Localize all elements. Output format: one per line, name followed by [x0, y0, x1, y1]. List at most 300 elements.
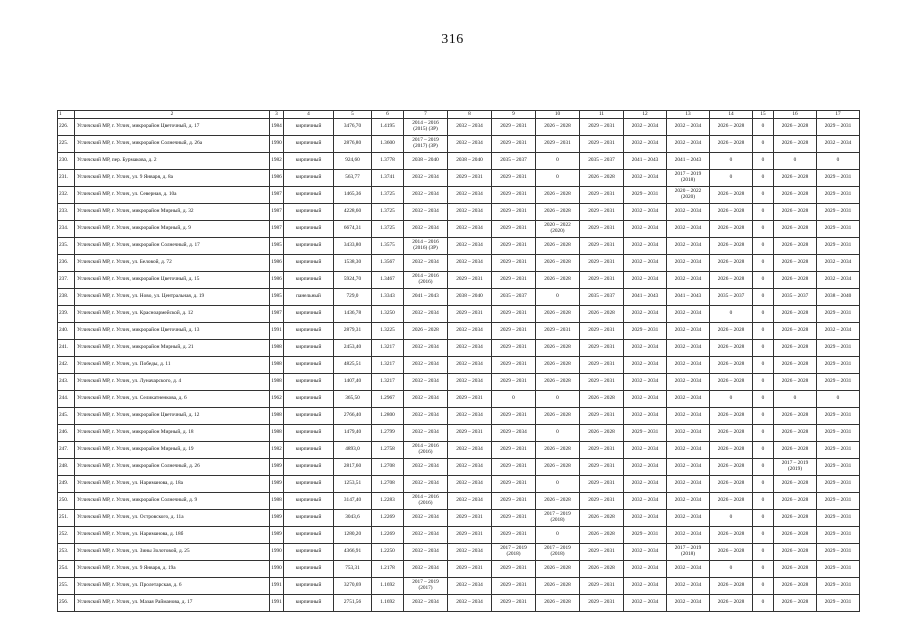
table-cell: 1982: [270, 153, 284, 170]
address-cell: Угличский МР, г. Углич, ул. Победы, д. 11: [75, 357, 270, 374]
address-cell: Угличский МР, г. Углич, микрорайон Мирный, д. 19: [75, 442, 270, 459]
table-cell: 0: [710, 391, 753, 408]
column-number: 1: [58, 111, 75, 119]
table-cell: 0: [753, 374, 774, 391]
column-number: 13: [667, 111, 710, 119]
table-cell: 2026 – 2028: [710, 119, 753, 136]
table-cell: 1991: [270, 323, 284, 340]
table-cell: кирпичный: [284, 238, 334, 255]
table-cell: 2032 – 2034: [404, 527, 448, 544]
address-cell: Угличский МР, г. Углич, микрорайон Мирный, д. 21: [75, 340, 270, 357]
address-cell: Угличский МР, г. Углич, ул. Селикатненкова, д. 6: [75, 391, 270, 408]
table-cell: 1986: [270, 272, 284, 289]
table-cell: 0: [753, 493, 774, 510]
table-row: [58, 408, 860, 425]
table-cell: 2029 – 2031: [448, 272, 492, 289]
table-cell: 2026 – 2028: [774, 442, 817, 459]
table-cell: 2029 – 2031: [580, 136, 624, 153]
table-cell: 1.3778: [372, 153, 404, 170]
table-cell: 2035 – 2037: [492, 289, 536, 306]
row-number: 255.: [58, 578, 75, 595]
table-row: [58, 510, 860, 527]
table-cell: 2017 – 2019 (2017) (ЗР): [404, 136, 448, 153]
table-cell: 2035 – 2037: [710, 289, 753, 306]
table-cell: 2038 – 2040: [448, 153, 492, 170]
table-cell: 0: [753, 119, 774, 136]
table-cell: 924,60: [334, 153, 372, 170]
table-cell: 2026 – 2028: [774, 408, 817, 425]
table-cell: 2032 – 2034: [624, 391, 667, 408]
table-cell: 2029 – 2034: [492, 425, 536, 442]
table-cell: 2029 – 2031: [580, 476, 624, 493]
table-row: [58, 425, 860, 442]
table-cell: 1982: [270, 442, 284, 459]
table-cell: 2014 – 2016 (2016): [404, 442, 448, 459]
table-cell: 6674,31: [334, 221, 372, 238]
table-cell: 1.2758: [372, 442, 404, 459]
table-cell: 0: [753, 544, 774, 561]
row-number: 247.: [58, 442, 75, 459]
table-row: [58, 595, 860, 612]
table-cell: 2032 – 2034: [624, 493, 667, 510]
table-cell: панельный: [284, 289, 334, 306]
row-number: 243.: [58, 374, 75, 391]
table-cell: 2032 – 2034: [667, 425, 710, 442]
table-cell: 0: [753, 578, 774, 595]
table-cell: 2032 – 2034: [667, 357, 710, 374]
row-number: 236.: [58, 255, 75, 272]
table-cell: кирпичный: [284, 221, 334, 238]
table-cell: 1988: [270, 408, 284, 425]
table-cell: 0: [536, 425, 580, 442]
table-cell: 2032 – 2034: [448, 459, 492, 476]
table-cell: 2032 – 2034: [624, 544, 667, 561]
table-cell: 1989: [270, 527, 284, 544]
table-cell: 1.2178: [372, 561, 404, 578]
table-cell: 2032 – 2034: [404, 408, 448, 425]
table-header-row: [58, 111, 860, 119]
table-cell: 2032 – 2034: [404, 221, 448, 238]
table-cell: 2032 – 2034: [404, 595, 448, 612]
table-cell: 2026 – 2028: [710, 578, 753, 595]
table-cell: 2035 – 2037: [580, 289, 624, 306]
table-cell: 2032 – 2034: [624, 272, 667, 289]
table-cell: кирпичный: [284, 493, 334, 510]
table-cell: 2029 – 2031: [492, 323, 536, 340]
column-number: 3: [270, 111, 284, 119]
table-cell: 2032 – 2034: [448, 187, 492, 204]
table-row: [58, 459, 860, 476]
table-cell: 5924,70: [334, 272, 372, 289]
table-cell: 2026 – 2028: [710, 408, 753, 425]
table-cell: 2029 – 2031: [492, 561, 536, 578]
table-cell: 2032 – 2034: [667, 340, 710, 357]
table-cell: 2029 – 2031: [580, 221, 624, 238]
table-cell: 2032 – 2034: [624, 561, 667, 578]
table-cell: 1986: [270, 170, 284, 187]
table-cell: 2038 – 2040: [817, 289, 860, 306]
table-cell: 1988: [270, 340, 284, 357]
table-cell: кирпичный: [284, 357, 334, 374]
table-cell: 2032 – 2034: [624, 119, 667, 136]
table-cell: 2020 – 2022 (2020): [536, 221, 580, 238]
table-cell: 1.2269: [372, 510, 404, 527]
table-cell: 2026 – 2028: [536, 238, 580, 255]
table-cell: 0: [753, 255, 774, 272]
table-cell: 2026 – 2028: [774, 119, 817, 136]
table-cell: 2029 – 2031: [624, 323, 667, 340]
table-row: [58, 357, 860, 374]
table-cell: 0: [710, 510, 753, 527]
row-number: 237.: [58, 272, 75, 289]
table-cell: 0: [753, 527, 774, 544]
table-cell: 2032 – 2034: [667, 442, 710, 459]
table-cell: 2026 – 2028: [580, 170, 624, 187]
table-cell: 2029 – 2031: [448, 391, 492, 408]
table-cell: 2014 – 2016 (2015) (ЗР): [404, 119, 448, 136]
table-cell: 2032 – 2034: [624, 136, 667, 153]
table-row: [58, 493, 860, 510]
table-cell: 2032 – 2034: [624, 238, 667, 255]
table-cell: 2032 – 2034: [404, 357, 448, 374]
table-cell: 2029 – 2031: [492, 340, 536, 357]
column-number: 16: [774, 111, 817, 119]
table-cell: 2029 – 2031: [817, 357, 860, 374]
row-number: 242.: [58, 357, 75, 374]
table-cell: 2032 – 2034: [624, 374, 667, 391]
table-cell: 4893,0: [334, 442, 372, 459]
table-cell: 1.3217: [372, 357, 404, 374]
table-cell: 1991: [270, 595, 284, 612]
table-cell: 1.2708: [372, 476, 404, 493]
row-number: 231.: [58, 170, 75, 187]
table-cell: 1.3467: [372, 272, 404, 289]
table-cell: 2026 – 2028: [774, 578, 817, 595]
table-cell: 2026 – 2028: [710, 442, 753, 459]
row-number: 250.: [58, 493, 75, 510]
table-cell: 2032 – 2034: [667, 459, 710, 476]
table-cell: 2041 – 2043: [404, 289, 448, 306]
table-cell: 2029 – 2031: [536, 323, 580, 340]
column-number: 15: [753, 111, 774, 119]
table-cell: 2026 – 2028: [536, 493, 580, 510]
table-cell: 0: [753, 289, 774, 306]
table-cell: 2026 – 2028: [536, 561, 580, 578]
table-cell: 2029 – 2031: [492, 510, 536, 527]
table-cell: 2032 – 2034: [624, 255, 667, 272]
table-cell: 2029 – 2031: [580, 272, 624, 289]
table-cell: 2032 – 2034: [404, 255, 448, 272]
address-cell: Угличский МР, г. Углич, ул. Нариманова, д. 18б: [75, 527, 270, 544]
table-cell: 2041 – 2043: [667, 153, 710, 170]
table-cell: 1990: [270, 544, 284, 561]
address-cell: Угличский МР, г. Углич, микрорайон Мирный, д. 18: [75, 425, 270, 442]
table-cell: 1479,40: [334, 425, 372, 442]
column-number: 5: [334, 111, 372, 119]
table-cell: 2014 – 2016 (2016) (ЗР): [404, 238, 448, 255]
table-cell: 4825,51: [334, 357, 372, 374]
table-cell: 2032 – 2034: [448, 204, 492, 221]
table-cell: кирпичный: [284, 323, 334, 340]
table-cell: 2017 – 2019 (2019): [774, 459, 817, 476]
table-cell: 2026 – 2028: [774, 306, 817, 323]
table-cell: 2026 – 2028: [710, 136, 753, 153]
page-number: 316: [441, 32, 464, 47]
table-cell: 2029 – 2031: [817, 595, 860, 612]
table-cell: 2029 – 2031: [492, 221, 536, 238]
table-cell: кирпичный: [284, 510, 334, 527]
row-number: 246.: [58, 425, 75, 442]
table-cell: 4228,60: [334, 204, 372, 221]
row-number: 234.: [58, 221, 75, 238]
table-cell: 1987: [270, 221, 284, 238]
table-row: [58, 170, 860, 187]
table-cell: 0: [753, 238, 774, 255]
table-cell: 2026 – 2028: [536, 442, 580, 459]
table-cell: 1986: [270, 255, 284, 272]
table-cell: 1985: [270, 289, 284, 306]
table-cell: 2032 – 2034: [817, 323, 860, 340]
table-cell: 0: [710, 306, 753, 323]
row-number: 230.: [58, 153, 75, 170]
table-cell: 2035 – 2037: [774, 289, 817, 306]
table-cell: 2029 – 2031: [580, 238, 624, 255]
table-row: [58, 187, 860, 204]
table-cell: 1.2708: [372, 459, 404, 476]
table-cell: 2014 – 2016 (2016): [404, 272, 448, 289]
table-cell: 2026 – 2028: [580, 306, 624, 323]
table-cell: 2032 – 2034: [448, 238, 492, 255]
table-cell: 2032 – 2034: [624, 340, 667, 357]
table-cell: 0: [536, 476, 580, 493]
table-row: [58, 442, 860, 459]
table-cell: 2026 – 2028: [710, 340, 753, 357]
table-cell: 2029 – 2031: [492, 408, 536, 425]
table-cell: 2029 – 2031: [817, 221, 860, 238]
table-cell: 2026 – 2028: [536, 340, 580, 357]
table-cell: 2029 – 2031: [492, 595, 536, 612]
table-cell: 2026 – 2028: [774, 170, 817, 187]
table-cell: кирпичный: [284, 459, 334, 476]
table-cell: 2029 – 2031: [624, 527, 667, 544]
row-number: 233.: [58, 204, 75, 221]
table-cell: 2029 – 2031: [448, 425, 492, 442]
table-cell: 1538,30: [334, 255, 372, 272]
table-cell: 2032 – 2034: [624, 510, 667, 527]
row-number: 251.: [58, 510, 75, 527]
table-cell: 2029 – 2031: [492, 476, 536, 493]
table-cell: 2032 – 2034: [404, 340, 448, 357]
address-cell: Угличский МР, г. Углич, ул. Луначарского, д. 4: [75, 374, 270, 391]
table-cell: 2029 – 2031: [492, 357, 536, 374]
address-cell: Угличский МР, г. Углич, ул. Пролетарская, д. 6: [75, 578, 270, 595]
table-cell: 2453,40: [334, 340, 372, 357]
table-cell: кирпичный: [284, 136, 334, 153]
table-cell: 0: [817, 153, 860, 170]
table-cell: 0: [753, 323, 774, 340]
table-cell: 2029 – 2031: [448, 527, 492, 544]
address-cell: Угличский МР, г. Углич, ул. Зины Золотовой, д. 25: [75, 544, 270, 561]
table-cell: 2029 – 2031: [624, 187, 667, 204]
table-cell: 2029 – 2031: [492, 255, 536, 272]
table-cell: 2026 – 2028: [774, 221, 817, 238]
table-cell: кирпичный: [284, 170, 334, 187]
table-cell: кирпичный: [284, 374, 334, 391]
table-cell: 2751,56: [334, 595, 372, 612]
table-cell: 2032 – 2034: [624, 595, 667, 612]
table-cell: 2029 – 2031: [580, 442, 624, 459]
address-cell: Угличский МР, г. Углич, микрорайон Солнечный, д. 26: [75, 459, 270, 476]
table-cell: 2032 – 2034: [667, 306, 710, 323]
table-cell: 2029 – 2031: [580, 459, 624, 476]
table-cell: 0: [753, 459, 774, 476]
column-number: 11: [580, 111, 624, 119]
table-cell: 0: [753, 187, 774, 204]
table-cell: 1985: [270, 238, 284, 255]
address-cell: Угличский МР, г. Углич, микрорайон Солнечный, д. 26а: [75, 136, 270, 153]
table-cell: 1.2283: [372, 493, 404, 510]
table-cell: 1988: [270, 357, 284, 374]
table-cell: 0: [753, 425, 774, 442]
table-cell: 2026 – 2028: [536, 306, 580, 323]
table-cell: 2032 – 2034: [448, 357, 492, 374]
table-cell: 0: [753, 391, 774, 408]
table-cell: 2029 – 2031: [580, 544, 624, 561]
table-cell: кирпичный: [284, 408, 334, 425]
table-cell: 2017 – 2019 (2018): [536, 510, 580, 527]
table-row: [58, 221, 860, 238]
table-cell: 2029 – 2031: [580, 255, 624, 272]
table-cell: кирпичный: [284, 527, 334, 544]
table-cell: 0: [774, 391, 817, 408]
table-cell: 2029 – 2031: [492, 442, 536, 459]
table-cell: 2032 – 2034: [404, 476, 448, 493]
table-cell: 1.3250: [372, 306, 404, 323]
table-cell: 2766,40: [334, 408, 372, 425]
row-number: 249.: [58, 476, 75, 493]
table-cell: 2029 – 2031: [492, 374, 536, 391]
table-cell: 2817,60: [334, 459, 372, 476]
column-number: 14: [710, 111, 753, 119]
table-cell: 0: [753, 340, 774, 357]
table-cell: 2032 – 2034: [667, 391, 710, 408]
table-cell: 0: [492, 391, 536, 408]
table-cell: 2026 – 2028: [536, 119, 580, 136]
table-cell: 0: [753, 136, 774, 153]
table-cell: 2032 – 2034: [817, 136, 860, 153]
table-cell: 2032 – 2034: [404, 170, 448, 187]
table-cell: 2017 – 2019 (2018): [492, 544, 536, 561]
table-cell: 2032 – 2034: [448, 408, 492, 425]
table-cell: 2032 – 2034: [667, 204, 710, 221]
table-cell: 2029 – 2031: [536, 136, 580, 153]
table-cell: 2026 – 2028: [774, 136, 817, 153]
table-cell: 2029 – 2031: [817, 476, 860, 493]
table-cell: 1253,51: [334, 476, 372, 493]
column-number: 8: [448, 111, 492, 119]
table-cell: кирпичный: [284, 578, 334, 595]
table-cell: 2032 – 2034: [667, 578, 710, 595]
table-cell: 2032 – 2034: [448, 136, 492, 153]
row-number: 235.: [58, 238, 75, 255]
table-cell: 0: [710, 170, 753, 187]
address-cell: Угличский МР, г. Углич, микрорайон Мирный, д. 32: [75, 204, 270, 221]
table-row: [58, 272, 860, 289]
table-cell: 2029 – 2031: [817, 408, 860, 425]
row-number: 238.: [58, 289, 75, 306]
table-cell: 2032 – 2034: [404, 374, 448, 391]
table-cell: 3433,80: [334, 238, 372, 255]
table-cell: 0: [774, 153, 817, 170]
table-cell: 1.1692: [372, 595, 404, 612]
table-cell: 1.3725: [372, 204, 404, 221]
table-cell: 0: [753, 272, 774, 289]
table-cell: 2026 – 2028: [710, 544, 753, 561]
table-cell: 2029 – 2031: [817, 204, 860, 221]
table-cell: 2029 – 2031: [817, 459, 860, 476]
table-cell: 2026 – 2028: [580, 510, 624, 527]
table-cell: 0: [753, 510, 774, 527]
address-cell: Угличский МР, г. Углич, ул. Беловой, д. 72: [75, 255, 270, 272]
column-number: 17: [817, 111, 860, 119]
table-cell: 0: [753, 561, 774, 578]
table-cell: кирпичный: [284, 255, 334, 272]
table-cell: 1989: [270, 510, 284, 527]
table-cell: 2032 – 2034: [404, 204, 448, 221]
address-cell: Угличский МР, пер. Бурмакова, д. 2: [75, 153, 270, 170]
address-cell: Угличский МР, г. Углич, микрорайон Солнечный, д. 17: [75, 238, 270, 255]
row-number: 225.: [58, 136, 75, 153]
table-cell: 2026 – 2028: [580, 561, 624, 578]
table-cell: 2026 – 2028: [774, 493, 817, 510]
table-cell: 2026 – 2028: [536, 374, 580, 391]
table-cell: 3476,70: [334, 119, 372, 136]
table-cell: 1.3567: [372, 255, 404, 272]
table-cell: 563,77: [334, 170, 372, 187]
table-row: [58, 391, 860, 408]
address-cell: Угличский МР, г. Углич, ул. 9 Января, д. 19а: [75, 561, 270, 578]
table-row: [58, 306, 860, 323]
table-cell: 2029 – 2031: [492, 578, 536, 595]
address-cell: Угличский МР, г. Углич, ул. Красноармейской, д. 12: [75, 306, 270, 323]
address-cell: Угличский МР, г. Углич, ул. Островского, д. 11а: [75, 510, 270, 527]
table-cell: 2032 – 2034: [624, 306, 667, 323]
table-cell: 1.3725: [372, 221, 404, 238]
table-cell: 365,50: [334, 391, 372, 408]
table-cell: 2029 – 2031: [492, 527, 536, 544]
table-cell: 2029 – 2031: [448, 170, 492, 187]
table-cell: кирпичный: [284, 340, 334, 357]
table-cell: 2026 – 2028: [774, 204, 817, 221]
table-cell: 0: [753, 476, 774, 493]
table-cell: 2026 – 2028: [710, 221, 753, 238]
row-number: 248.: [58, 459, 75, 476]
table-cell: 1988: [270, 374, 284, 391]
table-cell: 1988: [270, 425, 284, 442]
table-cell: 2026 – 2028: [536, 255, 580, 272]
table-row: [58, 255, 860, 272]
address-cell: Угличский МР, г. Углич, микрорайон Цветочный, д. 15: [75, 272, 270, 289]
table-cell: 2032 – 2034: [404, 306, 448, 323]
table-cell: 0: [536, 289, 580, 306]
table-cell: 2026 – 2028: [774, 527, 817, 544]
table-cell: 1465,36: [334, 187, 372, 204]
table-cell: 0: [753, 204, 774, 221]
table-cell: 0: [753, 442, 774, 459]
table-cell: 2026 – 2028: [774, 272, 817, 289]
table-row: [58, 153, 860, 170]
table-row: [58, 119, 860, 136]
